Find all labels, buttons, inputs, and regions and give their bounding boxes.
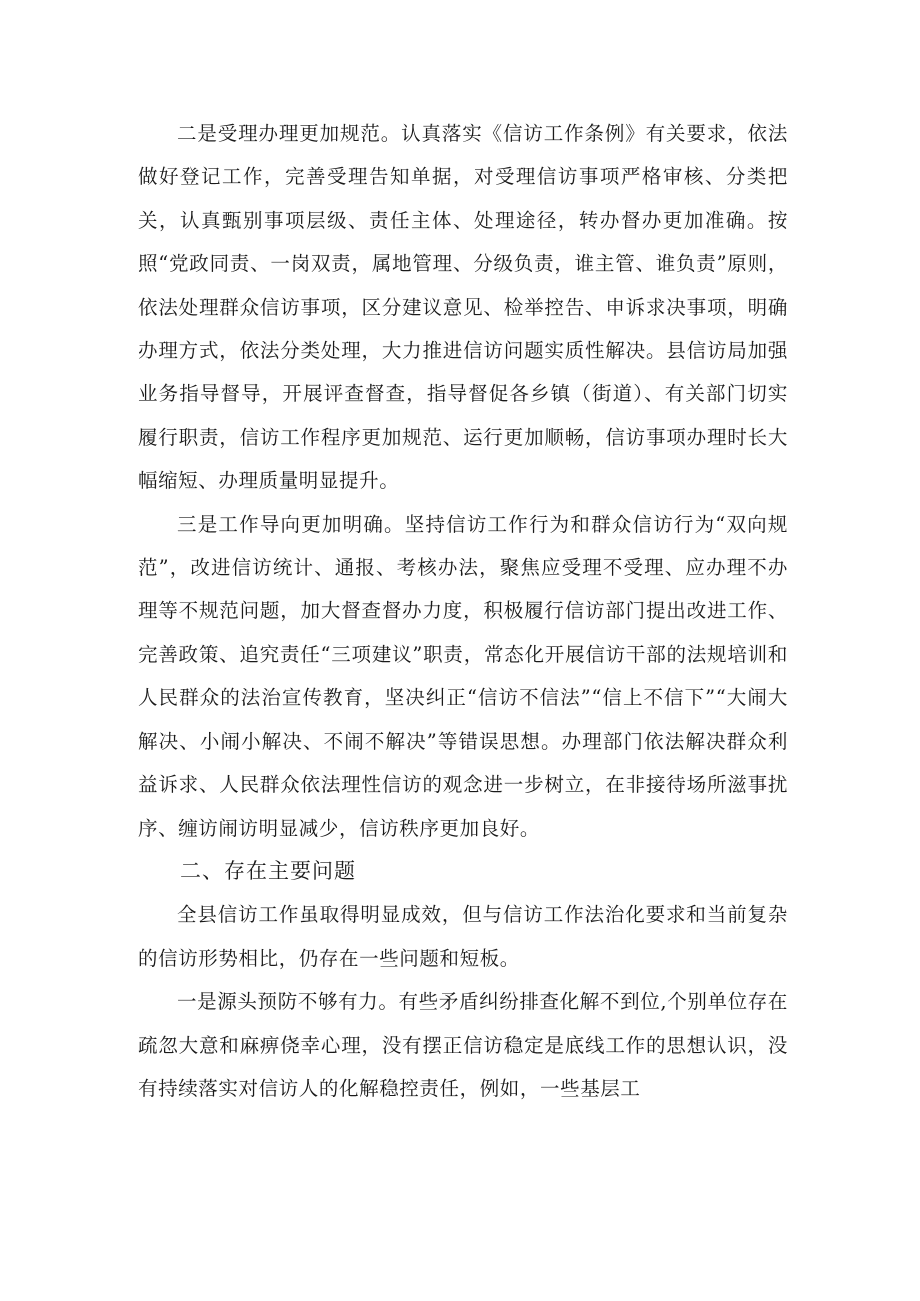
paragraph-standardized-handling: 二是受理办理更加规范。认真落实《信访工作条例》有关要求，依法做好登记工作，完善受理告知单据，对受理信访事项严格审核、分类把关，认真甄别事项层级、责任主体、处理途径，转办督办更加准确。按照“党政同责、一岗双责，属地管理、分级负责，谁主管、谁负责”原则，依法处理群众信访事项，区分建议意见、检举控告、申诉求决事项，明确办理方式，依法分类处理，大力推进信访问题实质性解决。县信访局加强业务指导督导，开展评查督查，指导督促各乡镇（街道）、有关部门切实履行职责，信访工作程序更加规范、运行更加顺畅，信访事项办理时长大幅缩短、办理质量明显提升。: [138, 122, 788, 493]
paragraph-problems-intro: 全县信访工作虽取得明显成效，但与信访工作法治化要求和当前复杂的信访形势相比，仍存在一些问题和短板。: [138, 903, 788, 970]
paragraph-work-orientation: 三是工作导向更加明确。坚持信访工作行为和群众信访行为“双向规范”，改进信访统计、通报、考核办法，聚焦应受理不受理、应办理不办理等不规范问题，加大督查督办力度，积极履行信访部门提出改进工作、完善政策、追究责任“三项建议”职责，常态化开展信访干部的法规培训和人民群众的法治宣传教育，坚决纠正“信访不信法”“信上不信下”“大闹大解决、小闹小解决、不闹不解决”等错误思想。办理部门依法解决群众利益诉求、人民群众依法理性信访的观念进一步树立，在非接待场所滋事扰序、缠访闹访明显减少，信访秩序更加良好。: [138, 512, 788, 840]
paragraph-source-prevention: 一是源头预防不够有力。有些矛盾纠纷排查化解不到位,个别单位存在疏忽大意和麻痹侥幸心理，没有摆正信访稳定是底线工作的思想认识，没有持续落实对信访人的化解稳控责任，例如，一些基层工: [138, 990, 788, 1100]
section-heading-main-problems: 二、存在主要问题: [180, 858, 356, 883]
document-body: [138, 112, 788, 1110]
